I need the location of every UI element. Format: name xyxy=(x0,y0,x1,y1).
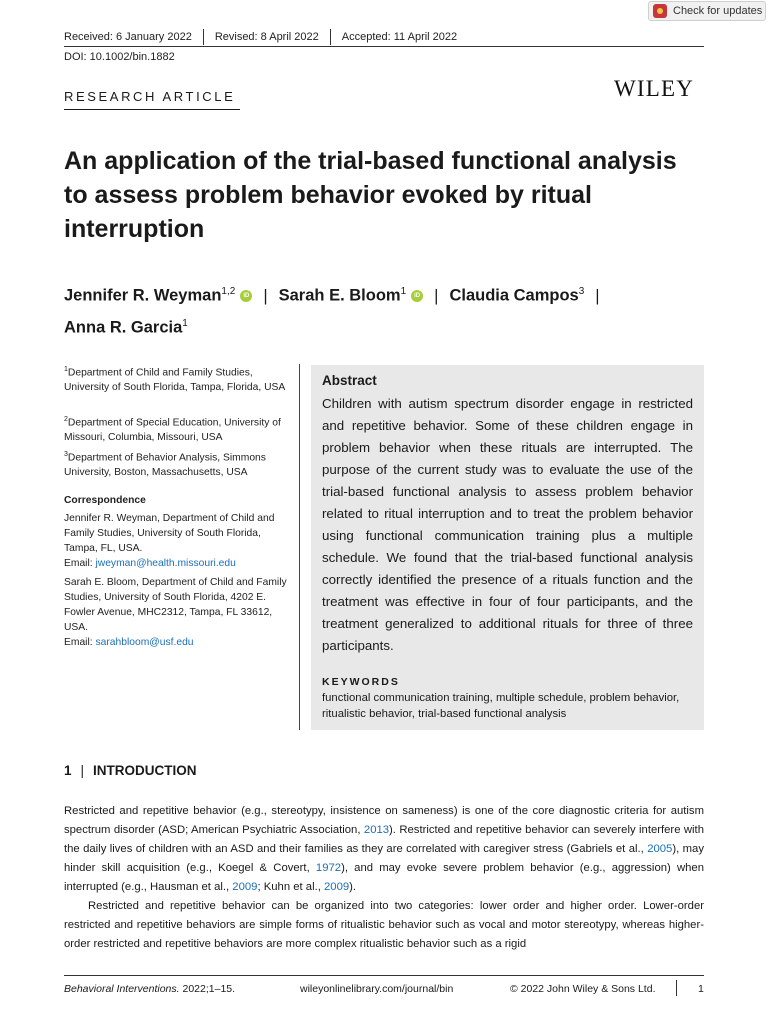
header-rule xyxy=(64,46,704,47)
author-list xyxy=(64,278,704,341)
check-updates-icon xyxy=(653,4,667,18)
correspondence-heading: Correspondence xyxy=(64,495,146,506)
section-number: 1 xyxy=(64,763,72,778)
paragraph-text: ), and may evoke severe problem behavior (e.g., aggression) when interrupted (e.g., Hausman et al., xyxy=(64,862,704,893)
author-name[interactable]: Claudia Campos xyxy=(449,286,579,305)
paragraph-text: ), may hinder skill acquisition (e.g., Koegel & Covert, xyxy=(64,843,704,874)
section-separator: | xyxy=(80,763,85,778)
correspondence-entry xyxy=(64,511,292,571)
citation-link[interactable]: 2005 xyxy=(647,843,673,855)
column-divider xyxy=(299,364,300,730)
affiliation-text: Department of Special Education, University of Missouri, Columbia, Missouri, USA xyxy=(64,417,281,444)
correspondence-address: Jennifer R. Weyman, Department of Child and Family Studies, University of South Florida, Tampa, FL, USA. xyxy=(64,513,275,554)
affiliation-text: Department of Behavior Analysis, Simmons University, Boston, Massachusetts, USA xyxy=(64,452,266,479)
correspondence-address: Sarah E. Bloom, Department of Child and Family Studies, University of South Florida, 4202 E. Fowler Avenue, MHC2312, Tampa, FL 33612, USA. xyxy=(64,577,287,633)
author-affiliation-sup: 1 xyxy=(400,286,407,297)
citation-link[interactable]: 2009 xyxy=(232,881,258,893)
footer-divider xyxy=(676,980,677,996)
journal-volume: 2022;1–15. xyxy=(179,983,236,995)
citation-link[interactable]: 1972 xyxy=(315,862,342,874)
paragraph-text: ). Restricted and repetitive behavior can severely interfere with the daily lives of children with an ASD and their families as they are correlated with caregiver stress (Gabriels et al., xyxy=(64,824,704,855)
author-name[interactable]: Sarah E. Bloom xyxy=(278,286,401,305)
affiliation xyxy=(64,412,292,445)
paragraph-text: ). xyxy=(349,881,357,893)
section-title: INTRODUCTION xyxy=(93,763,197,778)
paragraph-text: ; Kuhn et al., xyxy=(257,881,325,893)
email-link[interactable]: jweyman@health.missouri.edu xyxy=(95,558,236,569)
orcid-icon[interactable]: iD xyxy=(411,290,423,302)
author-affiliation-sup: 3 xyxy=(578,286,585,297)
orcid-icon[interactable]: iD xyxy=(240,290,252,302)
revised-date: Revised: 8 April 2022 xyxy=(214,31,319,43)
publication-dates xyxy=(64,29,457,45)
affiliation xyxy=(64,362,292,395)
author-name[interactable]: Jennifer R. Weyman xyxy=(64,286,222,305)
author-affiliation-sup: 1,2 xyxy=(221,286,236,297)
affiliation-number: 3 xyxy=(64,451,68,458)
check-updates-button[interactable] xyxy=(648,1,766,21)
accepted-date: Accepted: 11 April 2022 xyxy=(341,31,458,43)
keywords-heading: KEYWORDS xyxy=(322,676,400,688)
citation-link[interactable]: 2009 xyxy=(324,881,350,893)
doi[interactable]: DOI: 10.1002/bin.1882 xyxy=(64,51,175,63)
check-updates-label: Check for updates xyxy=(673,5,763,17)
body-paragraph xyxy=(64,802,704,897)
correspondence-entry xyxy=(64,575,292,650)
email-link[interactable]: sarahbloom@usf.edu xyxy=(95,637,194,648)
journal-name: Behavioral Interventions. xyxy=(64,983,180,995)
affiliation xyxy=(64,447,292,480)
article-title: An application of the trial-based functional analysis to assess problem behavior evoked by ritual interruption xyxy=(64,147,677,243)
page-number: 1 xyxy=(698,983,704,995)
author-separator: | xyxy=(263,286,268,305)
journal-site-link[interactable]: wileyonlinelibrary.com/journal/bin xyxy=(300,983,454,995)
paragraph-text: Restricted and repetitive behavior (e.g., stereotypy, insistence on sameness) is one of the core diagnostic criteria for autism spectrum disorder (ASD; American Psychiatric Association, xyxy=(64,805,704,836)
affiliation-number: 2 xyxy=(64,416,68,423)
email-label: Email: xyxy=(64,637,96,648)
affiliation-number: 1 xyxy=(64,366,68,373)
copyright: © 2022 John Wiley & Sons Ltd. xyxy=(510,983,656,995)
author-name[interactable]: Anna R. Garcia xyxy=(64,318,183,336)
affiliation-text: Department of Child and Family Studies, University of South Florida, Tampa, Florida, USA xyxy=(64,367,286,394)
article-type: RESEARCH ARTICLE xyxy=(64,89,236,104)
keywords-text: functional communication training, multiple schedule, problem behavior, ritualistic behavior, trial-based functional analysis xyxy=(322,692,680,720)
author-separator: | xyxy=(595,286,600,305)
publisher-logo: WILEY xyxy=(614,76,695,101)
footer-rule xyxy=(64,975,704,976)
citation-link[interactable]: 2013 xyxy=(363,824,390,836)
author-separator: | xyxy=(434,286,439,305)
abstract-heading: Abstract xyxy=(322,373,377,388)
author-affiliation-sup: 1 xyxy=(182,317,188,329)
article-type-underline xyxy=(64,109,240,110)
abstract-text: Children with autism spectrum disorder engage in restricted and repetitive behavior. Some of these children engage in problem behavior when these rituals are interrupted. The purpose of the current study was to evaluate the use of the trial-based functional analysis to assess problem behavior related to ritual interruption and to treat the problem behavior using functional communication training plus a multiple schedule. We found that the trial-based functional analysis correctly identified the presence of a rituals function and the treatment was effective in four of four participants, and the treatment generalized to additional rituals for three of three participants. xyxy=(322,396,693,653)
section-heading xyxy=(64,763,197,778)
footer-journal xyxy=(64,983,235,995)
received-date: Received: 6 January 2022 xyxy=(64,31,192,43)
body-paragraph: Restricted and repetitive behavior can be organized into two categories: lower order and higher order. Lower-order restricted and repetitive behaviors are simple forms of ritualistic behavior such as vocal and motor stereotypy, whereas higher-order restricted and repetitive behaviors are more complex ritualistic behavior such as a rigid xyxy=(64,900,704,950)
date-divider xyxy=(330,29,331,45)
date-divider xyxy=(203,29,204,45)
email-label: Email: xyxy=(64,558,96,569)
